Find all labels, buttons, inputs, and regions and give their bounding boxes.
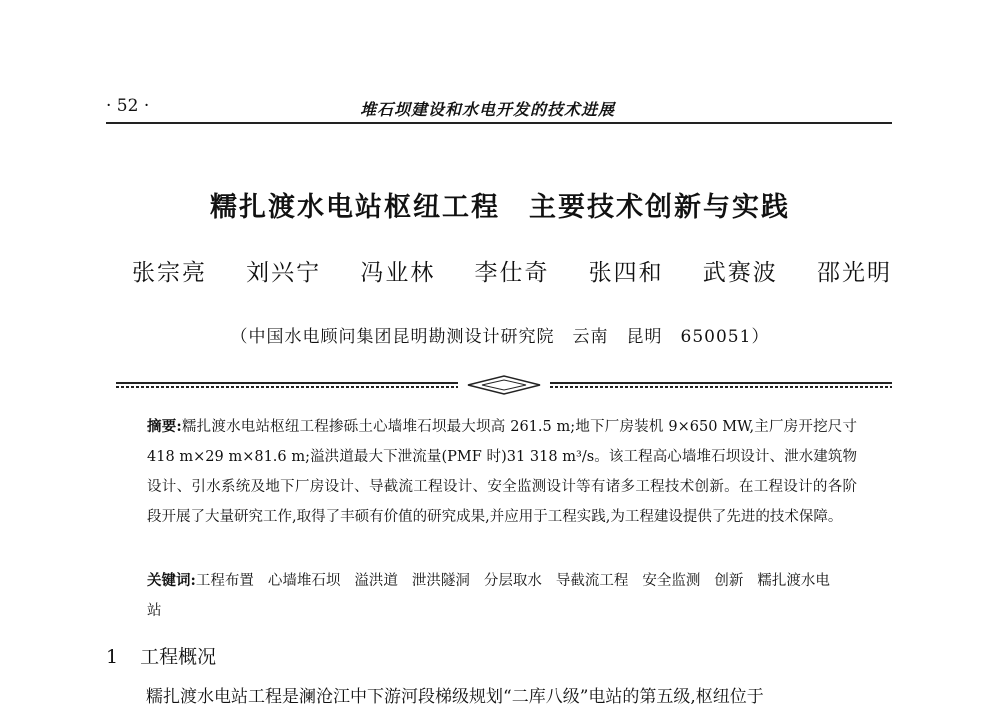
author: 李仕奇 (474, 260, 550, 286)
section-title: 工程概况 (140, 646, 217, 668)
paper-title: 糯扎渡水电站枢纽工程 主要技术创新与实践 (210, 192, 790, 223)
body-paragraph: 糯扎渡水电站工程是澜沧江中下游河段梯级规划“二库八级”电站的第五级,枢纽位于 (146, 687, 764, 707)
keyword: 泄洪隧洞 (411, 573, 470, 589)
section-number: 1 (106, 646, 119, 668)
header-rule (106, 122, 892, 124)
keyword: 分层取水 (483, 573, 542, 589)
affiliation: （中国水电顾问集团昆明勘测设计研究院 云南 昆明 650051） (230, 327, 770, 347)
page-number: · 52 · (106, 96, 150, 116)
keyword: 工程布置 (195, 573, 254, 589)
abstract (147, 412, 857, 532)
author: 张四和 (588, 260, 664, 286)
running-header-title: 堆石坝建设和水电开发的技术进展 (360, 100, 616, 119)
keywords (147, 566, 857, 626)
author: 张宗亮 (132, 260, 207, 286)
keyword: 溢洪道 (354, 573, 398, 589)
author: 刘兴宁 (246, 260, 322, 286)
keywords-label: 关键词: (147, 572, 196, 589)
abstract-label: 摘要: (147, 418, 182, 435)
author: 邵光明 (816, 260, 892, 286)
abstract-text: 糯扎渡水电站枢纽工程掺砾土心墙堆石坝最大坝高 261.5 m;地下厂房装机 9×650 MW,主厂房开挖尺寸 418 m×29 m×81.6 m;溢洪道最大下泄流量(PMF 时)31 318 m³/s。该工程高心墙堆石坝设计、泄水建筑物设计、引水系统及地下厂房设计、导截流工程设计、安全监测设计等有诸多工程技术创新。在工程设计的各阶段开展了大量研究工作,取得了丰硕有价值的研究成果,并应用于工程实践,为工程建设提供了先进的技术保障。 (147, 419, 857, 525)
keyword: 导截流工程 (555, 573, 629, 589)
author: 武赛波 (702, 260, 778, 286)
ornamental-divider (116, 372, 892, 398)
section-heading (106, 642, 216, 669)
keyword: 糯扎渡水电站 (147, 573, 830, 619)
keyword: 安全监测 (642, 573, 701, 589)
author: 冯业林 (360, 260, 436, 286)
keyword: 创新 (714, 573, 744, 589)
keyword: 心墙堆石坝 (267, 573, 341, 589)
author-list (132, 254, 892, 287)
